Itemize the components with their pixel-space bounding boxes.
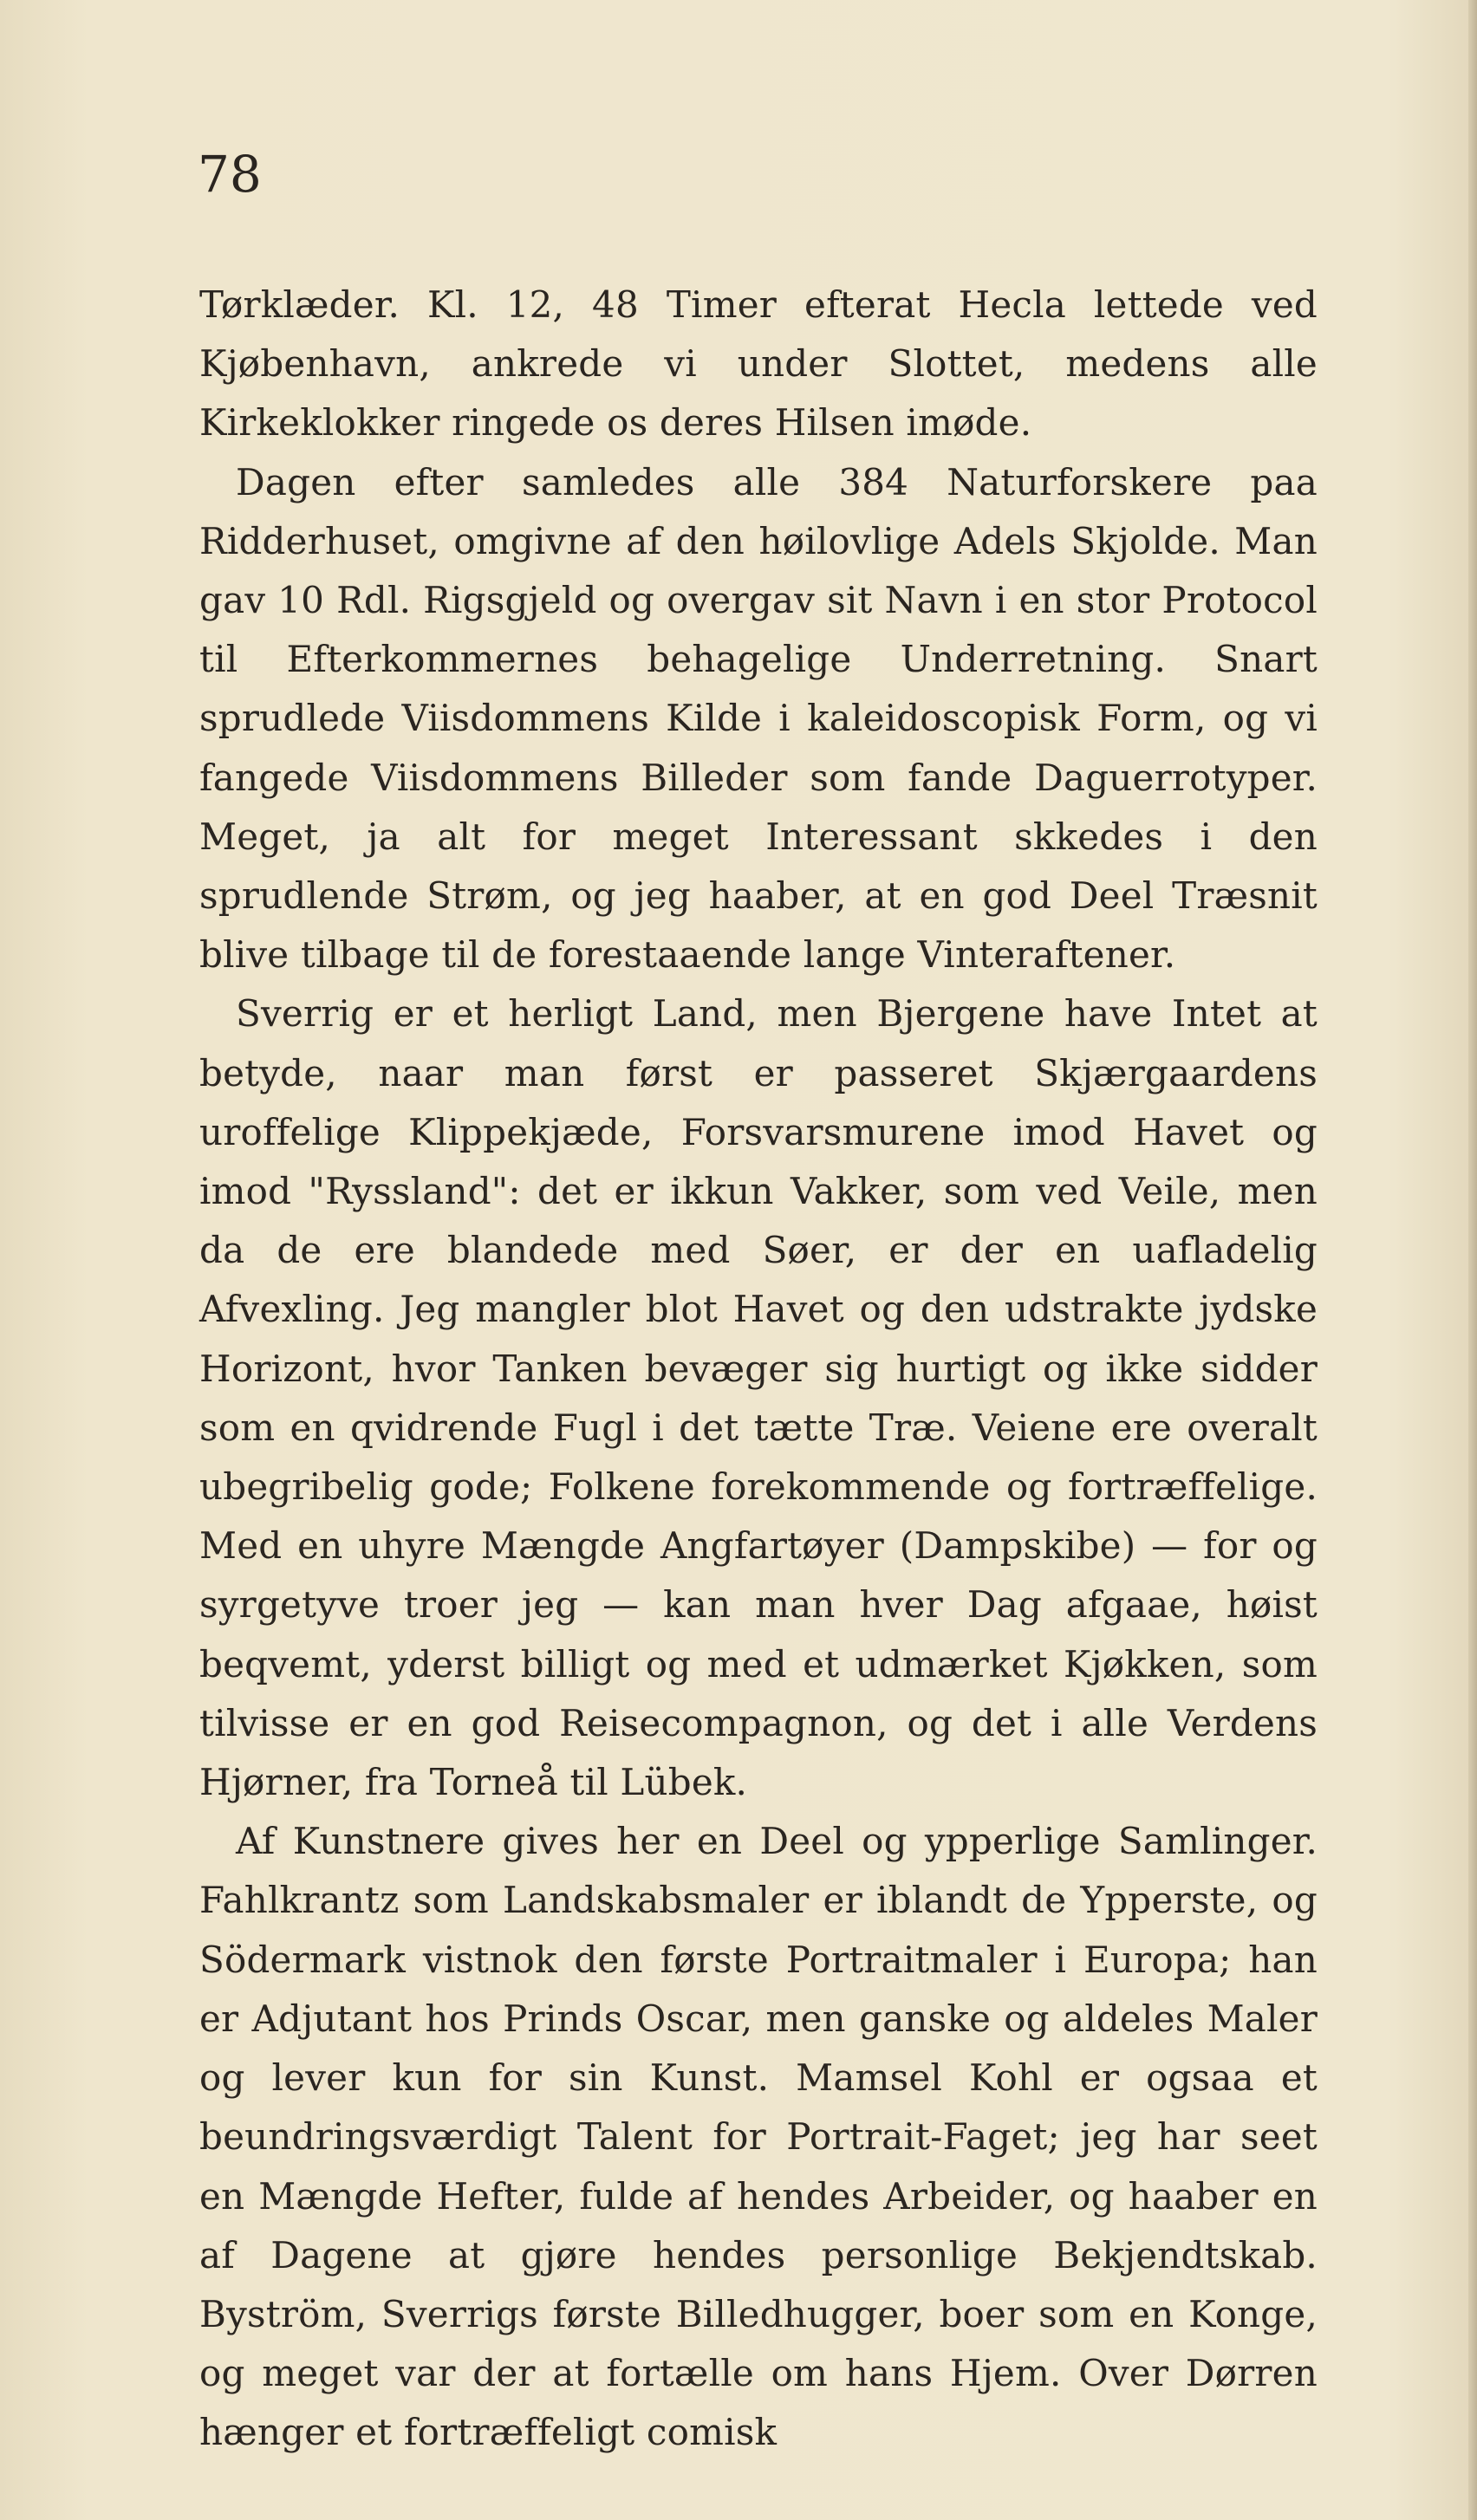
- page-edge: [1468, 0, 1477, 2520]
- page-number: 78: [198, 145, 262, 204]
- paragraph-4: Af Kunstnere gives her en Deel og ypperlige Samlinger. Fahlkrantz som Landskabsmaler er iblandt de Ypperste, og Södermark vistnok den første Portraitmaler i Europa; han er Adjutant hos Prinds Oscar, men ganske og aldeles Maler og lever kun for sin Kunst. Mamsel Kohl er ogsaa et beundringsværdigt Talent for Portrait-Faget; jeg har seet en Mængde Hefter, fulde af hendes Arbeider, og haaber en af Dagene at gjøre hendes personlige Bekjendtskab. Byström, Sverrigs første Billedhugger, boer som en Konge, og meget var der at fortælle om hans Hjem. Over Dørren hænger et fortræffeligt comisk: [199, 1820, 1318, 2454]
- paragraph-3: Sverrig er et herligt Land, men Bjergene have Intet at betyde, naar man først er passeret Skjærgaardens uroffelige Klippekjæde, Forsvarsmurene imod Havet og imod "Ryssland": det er ikkun Vakker, som ved Veile, men da de ere blandede med Søer, er der en uafladelig Afvexling. Jeg mangler blot Havet og den udstrakte jydske Horizont, hvor Tanken bevæger sig hurtigt og ikke sidder som en qvidrende Fugl i det tætte Træ. Veiene ere overalt ubegribelig gode; Folkene forekommende og fortræffelige. Med en uhyre Mængde Angfartøyer (Dampskibe) — for og syrgetyve troer jeg — kan man hver Dag afgaae, høist beqvemt, yderst billigt og med et udmærket Kjøkken, som tilvisse er en god Reisecompagnon, og det i alle Verdens Hjørner, fra Torneå til Lübek.: [199, 992, 1318, 1804]
- body-text: [199, 276, 1318, 2463]
- paragraph-1: Tørklæder. Kl. 12, 48 Timer efterat Hecla lettede ved Kjøbenhavn, ankrede vi under Slottet, medens alle Kirkeklokker ringede os deres Hilsen imøde.: [199, 283, 1318, 445]
- paragraph-2: Dagen efter samledes alle 384 Naturforskere paa Ridderhuset, omgivne af den høilovlige Adels Skjolde. Man gav 10 Rdl. Rigsgjeld og overgav sit Navn i en stor Protocol til Efterkommernes behagelige Underretning. Snart sprudlede Viisdommens Kilde i kaleidoscopisk Form, og vi fangede Viisdommens Billeder som fande Daguerrotyper. Meget, ja alt for meget Interessant skkedes i den sprudlende Strøm, og jeg haaber, at en god Deel Træsnit blive tilbage til de forestaaende lange Vinteraftener.: [199, 460, 1318, 977]
